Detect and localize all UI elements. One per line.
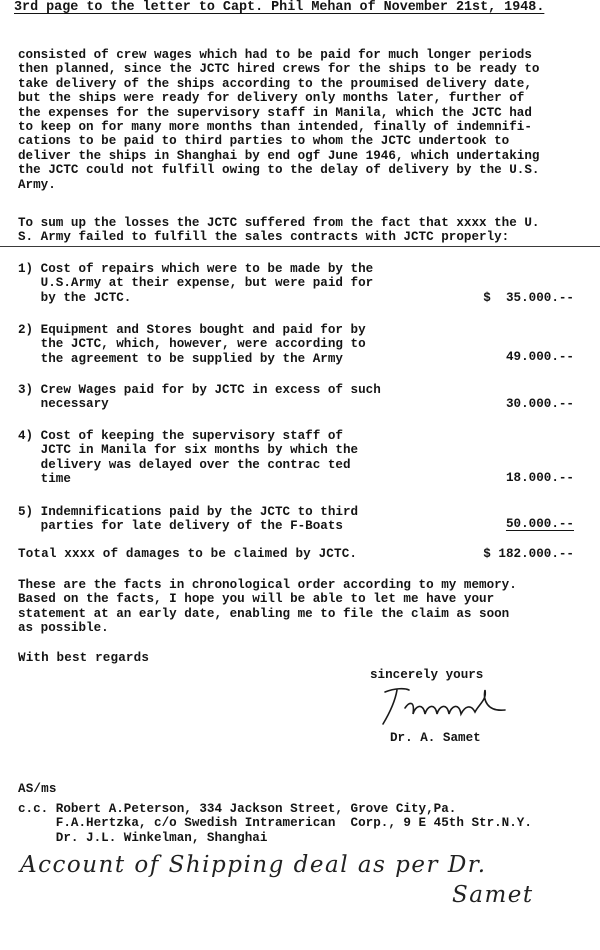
typist-initials: AS/ms (18, 782, 57, 796)
text-line: but the ships were ready for delivery only months later, further of (18, 91, 525, 106)
text-line: to keep on for many more months than intended, finally of indemnifi- (18, 120, 532, 135)
text-line: the expenses for the supervisory staff in Manila, which the JCTC had (18, 105, 532, 120)
item-line: 2) Equipment and Stores bought and paid for by (18, 323, 366, 337)
text-line: These are the facts in chronological order according to my memory. (18, 578, 517, 592)
cc-line: c.c. Robert A.Peterson, 334 Jackson Street, Grove City,Pa. (18, 802, 457, 816)
cc-line: Dr. J.L. Winkelman, Shanghai (18, 830, 268, 845)
item-line: parties for late delivery of the F-Boats (18, 519, 343, 534)
item-3 (18, 383, 381, 412)
item-line: 1) Cost of repairs which were to be made by the (18, 262, 374, 276)
item-line: U.S.Army at their expense, but were paid for (18, 276, 374, 291)
text-line: then planned, since the JCTC hired crews for the ships to be ready to (18, 62, 540, 77)
item-5-amount: 50.000.-- (505, 517, 574, 531)
item-2-amount: 49.000.-- (505, 350, 574, 364)
item-line: time (18, 472, 71, 487)
signature (375, 684, 535, 730)
regards: With best regards (18, 651, 150, 665)
item-1 (18, 262, 373, 305)
text-line: the JCTC could not fulfill owing to the delay of delivery by the U.S. (18, 163, 540, 178)
paragraph-closing (18, 578, 588, 636)
text-line: take delivery of the ships according to the proumised delivery date, (18, 76, 532, 91)
carbon-copy-list (18, 802, 588, 845)
item-line: the agreement to be supplied by the Army (18, 351, 343, 366)
item-2 (18, 323, 366, 366)
text-line: statement at an early date, enabling me to file the claim as soon (18, 606, 510, 621)
page-header: 3rd page to the letter to Capt. Phil Mehan of November 21st, 1948. (14, 0, 545, 15)
item-line: necessary (18, 397, 109, 412)
item-4-amount: 18.000.-- (505, 471, 574, 485)
total-label: Total xxxx of damages to be claimed by JCTC. (18, 547, 358, 561)
cc-line: F.A.Hertzka, c/o Swedish Intramerican Corp., 9 E 45th Str.N.Y. (18, 816, 532, 831)
valediction: sincerely yours (370, 668, 484, 682)
item-line: 5) Indemnifications paid by the JCTC to third (18, 505, 359, 519)
item-line: 4) Cost of keeping the supervisory staff of (18, 429, 343, 443)
text-line: S. Army failed to fulfill the sales contracts with JCTC properly: (18, 230, 510, 245)
signatory-name: Dr. A. Samet (390, 731, 481, 745)
total-amount: $ 182.000.-- (483, 547, 574, 561)
text-line: To sum up the losses the JCTC suffered from the fact that xxxx the U. (18, 216, 540, 230)
item-1-amount: $ 35.000.-- (483, 291, 574, 305)
text-line: consisted of crew wages which had to be paid for much longer periods (18, 48, 532, 62)
text-line: Based on the facts, I hope you will be able to let me have your (18, 592, 495, 607)
item-line: by the JCTC. (18, 290, 132, 305)
text-line: Army. (18, 177, 56, 192)
paragraph-crew-wages (18, 48, 588, 192)
item-line: delivery was delayed over the contrac ted (18, 457, 351, 472)
item-3-amount: 30.000.-- (505, 397, 574, 411)
item-line: JCTC in Manila for six months by which the (18, 443, 359, 458)
handwritten-note-line-1: Account of Shipping deal as per Dr. (20, 852, 487, 878)
item-line: the JCTC, which, however, were according to (18, 337, 366, 352)
text-line: deliver the ships in Shanghai by end ogf June 1946, which undertaking (18, 148, 540, 163)
item-4 (18, 429, 358, 487)
item-line: 3) Crew Wages paid for by JCTC in excess of such (18, 383, 381, 397)
text-line: as possible. (18, 621, 109, 636)
item-5 (18, 505, 358, 534)
paragraph-summary (18, 216, 588, 245)
text-line: cations to be paid to third parties to whom the JCTC undertook to (18, 134, 510, 149)
handwritten-note-line-2: Samet (452, 882, 534, 908)
typed-rule (0, 246, 600, 247)
